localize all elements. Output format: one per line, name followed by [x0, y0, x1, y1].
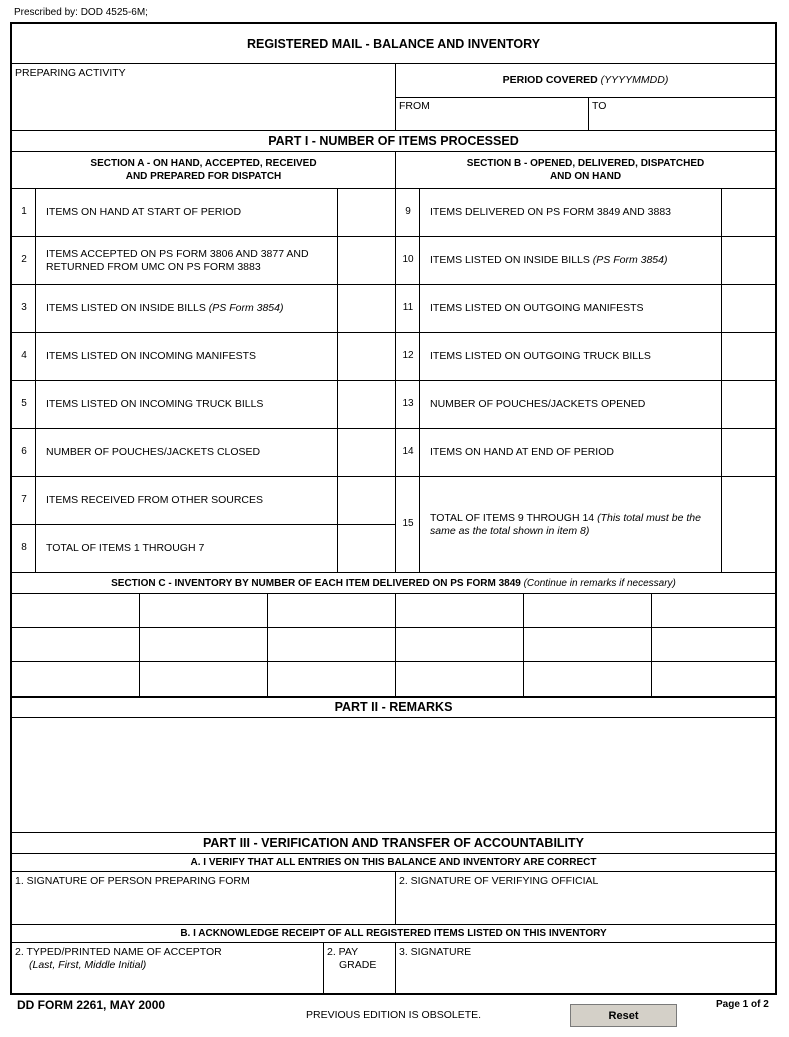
signature-preparer-label: 1. SIGNATURE OF PERSON PREPARING FORM	[15, 875, 250, 887]
part1-title: PART I - NUMBER OF ITEMS PROCESSED	[268, 134, 519, 148]
item-3-value[interactable]	[339, 286, 394, 331]
item-label: ITEMS ON HAND AT END OF PERIOD	[430, 446, 614, 458]
part3-section-b-title: B. I ACKNOWLEDGE RECEIPT OF ALL REGISTERED ITEMS LISTED ON THIS INVENTORY	[180, 928, 607, 939]
period-covered-label: PERIOD COVERED (YYYYMMDD)	[502, 74, 669, 86]
remarks-field[interactable]	[14, 720, 773, 830]
item-number: 14	[402, 446, 414, 457]
to-label: TO	[592, 100, 607, 112]
item-13-value[interactable]	[723, 382, 774, 427]
prescribed-by: Prescribed by: DOD 4525-6M;	[14, 7, 148, 18]
part3-title: PART III - VERIFICATION AND TRANSFER OF ACCOUNTABILITY	[203, 836, 584, 850]
signature-verifier-field[interactable]	[398, 888, 773, 922]
from-date-field[interactable]	[398, 112, 586, 129]
item-label: NUMBER OF POUCHES/JACKETS OPENED	[430, 398, 646, 410]
item-number: 11	[402, 302, 414, 313]
item-number: 5	[21, 398, 27, 409]
section-c-heading: SECTION C - INVENTORY BY NUMBER OF EACH ITEM DELIVERED ON PS FORM 3849 (Continue in remarks if necessary)	[111, 578, 676, 589]
signature-verifier-label: 2. SIGNATURE OF VERIFYING OFFICIAL	[399, 875, 599, 887]
pay-grade-label: 2. PAY GRADE	[327, 946, 377, 971]
item-number: 13	[402, 398, 414, 409]
item-number: 15	[402, 518, 414, 529]
section-c-inventory-grid[interactable]	[13, 595, 773, 695]
item-14-value[interactable]	[723, 430, 774, 475]
item-label: ITEMS RECEIVED FROM OTHER SOURCES	[46, 494, 264, 506]
obsolete-notice: PREVIOUS EDITION IS OBSOLETE.	[306, 1009, 482, 1021]
item-number: 10	[402, 254, 414, 265]
item-number: 1	[21, 206, 27, 217]
item-10-value[interactable]	[723, 238, 774, 283]
item-8-value[interactable]	[339, 526, 394, 571]
item-number: 9	[405, 206, 411, 217]
section-b-heading: SECTION B - OPENED, DELIVERED, DISPATCHED AND ON HAND	[466, 158, 705, 182]
item-number: 6	[21, 446, 27, 457]
acceptor-signature-label: 3. SIGNATURE	[399, 946, 472, 958]
form-body	[10, 22, 777, 995]
item-15-value[interactable]	[723, 478, 774, 571]
part2-title: PART II - REMARKS	[334, 700, 453, 714]
item-number: 3	[21, 302, 27, 313]
item-1-value[interactable]	[339, 190, 394, 235]
item-12-value[interactable]	[723, 334, 774, 379]
item-4-value[interactable]	[339, 334, 394, 379]
item-label: NUMBER OF POUCHES/JACKETS CLOSED	[46, 446, 261, 458]
item-label: ITEMS LISTED ON OUTGOING TRUCK BILLS	[430, 350, 651, 362]
form-title: REGISTERED MAIL - BALANCE AND INVENTORY	[246, 37, 541, 51]
acceptor-name-field[interactable]	[14, 972, 320, 992]
from-label: FROM	[399, 100, 430, 112]
pay-grade-field[interactable]	[326, 972, 393, 992]
item-label: ITEMS LISTED ON OUTGOING MANIFESTS	[430, 302, 644, 314]
item-label: ITEMS LISTED ON INSIDE BILLS (PS Form 3854)	[46, 302, 284, 314]
item-label: ITEMS LISTED ON INCOMING MANIFESTS	[46, 350, 257, 362]
part3-section-a-title: A. I VERIFY THAT ALL ENTRIES ON THIS BALANCE AND INVENTORY ARE CORRECT	[190, 857, 597, 868]
reset-button[interactable]: Reset	[570, 1004, 677, 1027]
form-number: DD FORM 2261, MAY 2000	[17, 998, 166, 1012]
item-9-value[interactable]	[723, 190, 774, 235]
item-11-value[interactable]	[723, 286, 774, 331]
item-number: 12	[402, 350, 414, 361]
acceptor-signature-field[interactable]	[398, 960, 773, 992]
item-number: 8	[21, 542, 27, 553]
preparing-activity-label: PREPARING ACTIVITY	[15, 67, 126, 79]
signature-preparer-field[interactable]	[14, 888, 392, 922]
item-label: TOTAL OF ITEMS 1 THROUGH 7	[46, 542, 205, 554]
item-label: ITEMS ACCEPTED ON PS FORM 3806 AND 3877 AND RETURNED FROM UMC ON PS FORM 3883	[46, 248, 309, 273]
item-label: ITEMS LISTED ON INCOMING TRUCK BILLS	[46, 398, 264, 410]
item-number: 2	[21, 254, 27, 265]
item-label: ITEMS DELIVERED ON PS FORM 3849 AND 3883	[430, 206, 671, 218]
item-7-value[interactable]	[339, 478, 394, 523]
item-2-value[interactable]	[339, 238, 394, 283]
item-number: 4	[21, 350, 27, 361]
item-number: 7	[21, 494, 27, 505]
page-number: Page 1 of 2	[716, 999, 769, 1010]
item-6-value[interactable]	[339, 430, 394, 475]
section-a-heading: SECTION A - ON HAND, ACCEPTED, RECEIVED AND PREPARED FOR DISPATCH	[90, 158, 317, 182]
to-date-field[interactable]	[590, 112, 774, 129]
preparing-activity-field[interactable]	[14, 80, 392, 130]
item-label: ITEMS LISTED ON INSIDE BILLS (PS Form 3854)	[430, 254, 668, 266]
acceptor-name-label: 2. TYPED/PRINTED NAME OF ACCEPTOR (Last, First, Middle Initial)	[15, 946, 222, 971]
item-label: TOTAL OF ITEMS 9 THROUGH 14 (This total must be the same as the total shown in item 8)	[430, 512, 701, 537]
item-label: ITEMS ON HAND AT START OF PERIOD	[46, 206, 242, 218]
item-5-value[interactable]	[339, 382, 394, 427]
